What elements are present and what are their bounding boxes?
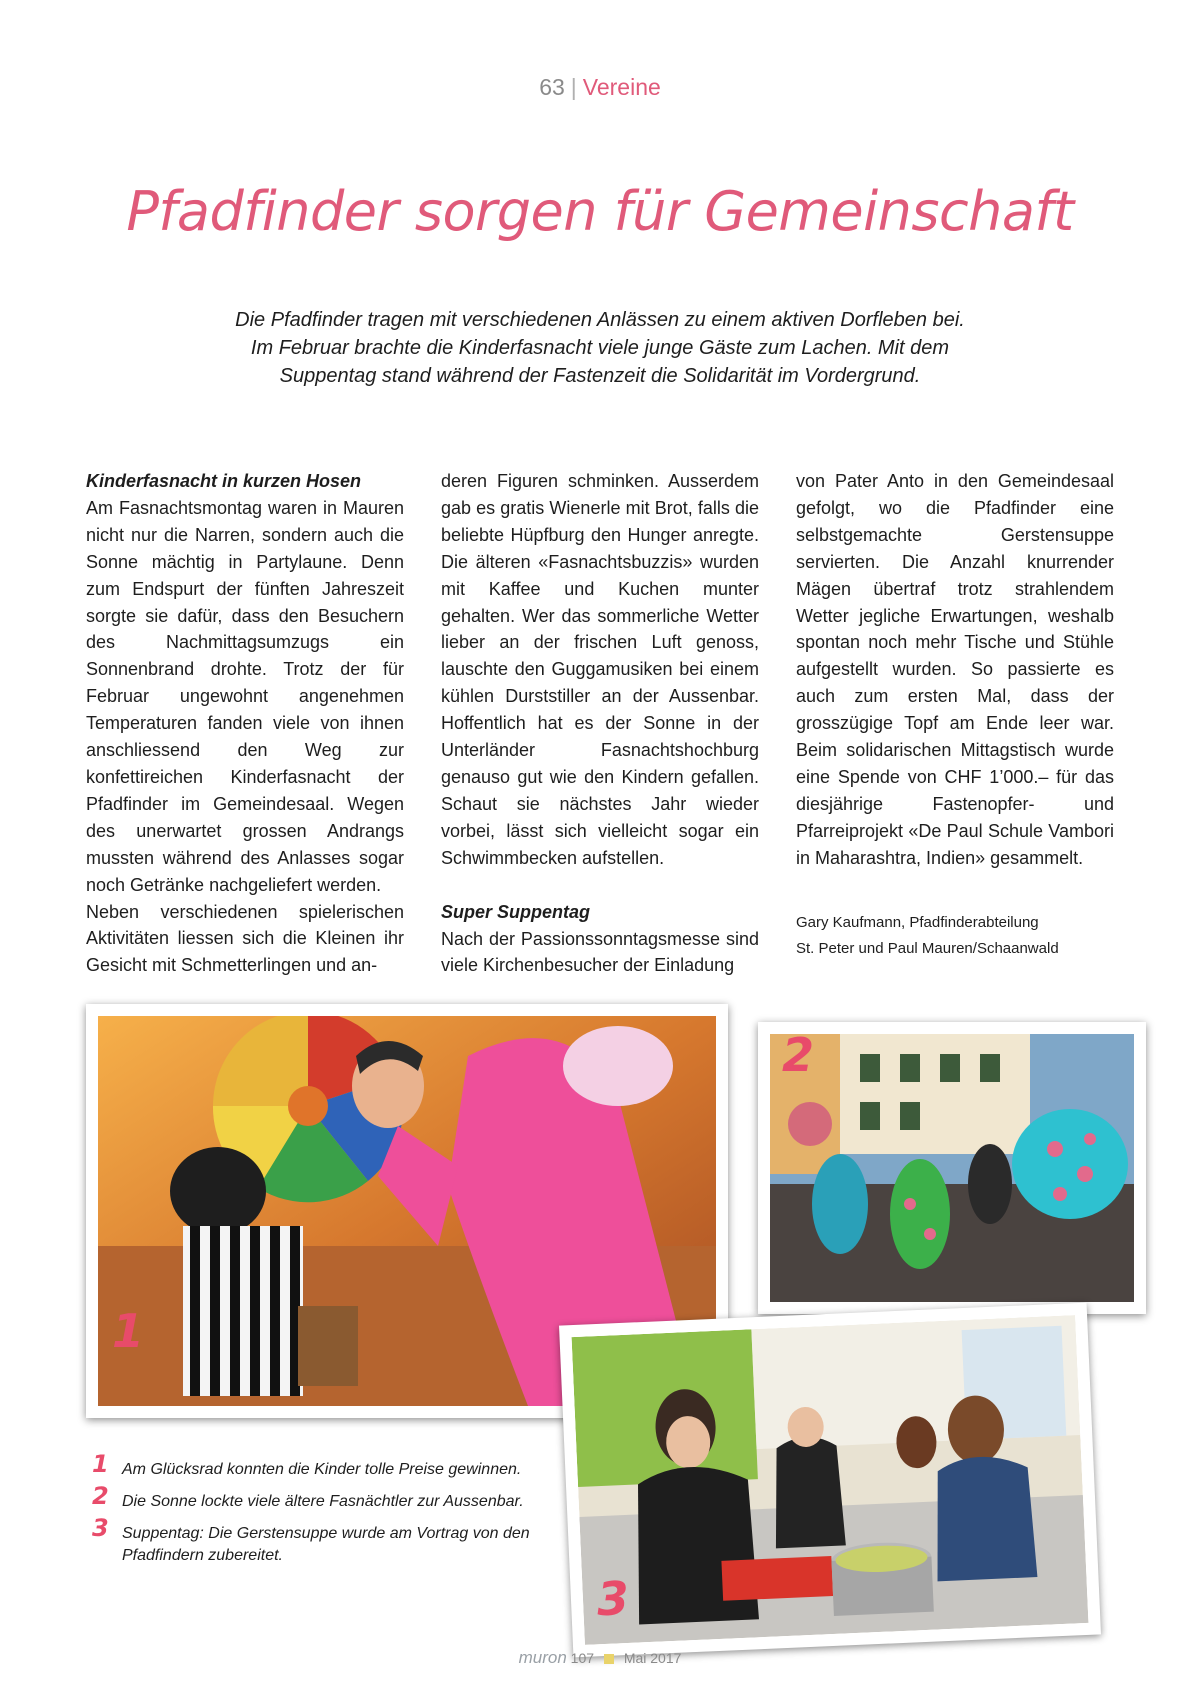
- author-line-1: Gary Kaufmann, Pfadfinderabteilung: [796, 913, 1039, 931]
- caption-1-number: 1: [92, 1450, 109, 1478]
- photo-3-number: 3: [595, 1570, 631, 1627]
- photo-3-image: [572, 1315, 1089, 1645]
- photo-1-number: 1: [112, 1304, 145, 1358]
- caption-2-number: 2: [92, 1482, 109, 1510]
- paragraph-2-end: deren Figuren schminken. Ausserdem gab es gratis Wienerle mit Brot, falls die beliebte Hüpfburg den Hunger anregte. Die älteren «Fasnachtsbuzzis» wurden mit Kaffee und Kuchen munter gehalten. Wer das sommerliche Wetter lieber an der frischen Luft genoss, lauschte den Guggamusiken bei einem kühlen Durststiller an der Aussenbar. Hoffentlich hat es der Sonne in der Unterländer Fasnachtshochburg genauso gut wie den Kindern gefallen. Schaut sie nächstes Jahr wieder vorbei, lässt sich vielleicht sogar ein Schwimmbecken aufstellen.: [441, 471, 759, 868]
- caption-2: [92, 1482, 552, 1513]
- paragraph-3-start: Nach der Passionssonntagsmesse sind viele Kirchenbesucher der Einladung: [441, 928, 759, 976]
- paragraph-2-start: Neben verschiedenen spielerischen Aktivitäten liessen sich die Kleinen ihr Gesicht mit Schmetterlingen und an-: [86, 901, 404, 976]
- text-column-3: [796, 468, 1114, 962]
- article-lead: [150, 306, 1050, 390]
- caption-1: [92, 1450, 552, 1481]
- footer-brand: muron: [518, 1648, 567, 1667]
- paragraph-3-end: von Pater Anto in den Gemeindesaal gefolgt, wo die Pfadfinder eine selbstgemachte Gerstensuppe servierten. Die Anzahl knurrender Mägen übertraf trotz strahlendem Wetter jegliche Erwartungen, weshalb spontan noch mehr Tische und Stühle aufgestellt wurden. So passierte es auch zum ersten Mal, dass der grosszügige Topf am Ende leer war. Beim solidarischen Mittagstisch wurde eine Spende von CHF 1’000.– für das diesjährige Fastenopfer- und Pfarreiprojekt «De Paul Schule Vambori in Maharashtra, Indien» gesammelt.: [796, 471, 1114, 868]
- text-column-1: [86, 468, 404, 979]
- caption-2-text: Die Sonne lockte viele ältere Fasnächtler zur Aussenbar.: [122, 1493, 524, 1510]
- photo-2-image: [770, 1034, 1134, 1302]
- footer-square-icon: [604, 1654, 614, 1664]
- section-name: Vereine: [582, 74, 661, 100]
- footer-issue: 107: [570, 1650, 595, 1666]
- lead-line-1: Die Pfadfinder tragen mit verschiedenen Anlässen zu einem aktiven Dorfleben bei.: [235, 309, 965, 331]
- page-footer: [0, 1648, 1200, 1668]
- caption-3-number: 3: [92, 1514, 109, 1542]
- author-credit: [796, 910, 1114, 962]
- caption-1-text: Am Glücksrad konnten die Kinder tolle Preise gewinnen.: [122, 1461, 522, 1478]
- section-heading-kinderfasnacht: Kinderfasnacht in kurzen Hosen: [86, 471, 362, 491]
- lead-line-3: Suppentag stand während der Fastenzeit die Solidarität im Vordergrund.: [279, 365, 921, 387]
- section-heading-suppentag: Super Suppentag: [441, 901, 591, 922]
- lead-line-2: Im Februar brachte die Kinderfasnacht viele junge Gäste zum Lachen. Mit dem: [250, 337, 950, 359]
- page-header: [0, 74, 1200, 101]
- author-line-2: St. Peter und Paul Mauren/Schaanwald: [796, 939, 1059, 957]
- text-column-2: [441, 468, 759, 979]
- footer-date: Mai 2017: [623, 1650, 682, 1666]
- caption-3: [92, 1514, 552, 1567]
- paragraph-1: Am Fasnachtsmontag waren in Mauren nicht nur die Narren, sondern auch die Sonne mächtig in Partylaune. Denn zum Endspurt der fünften Jahreszeit sorgte sie dafür, dass den Besuchern des Nachmittagsumzugs ein Sonnenbrand drohte. Trotz der für Februar ungewohnt angenehmen Temperaturen fanden viele von ihnen anschliessend den Weg zur konfettireichen Kinderfasnacht der Pfadfinder im Gemeindesaal. Wegen des unerwartet grossen Andrangs mussten während des Anlasses sogar noch Getränke nachgeliefert werden.: [86, 497, 404, 895]
- photo-2-outdoor-bar: [758, 1022, 1146, 1314]
- article-title: Pfadfinder sorgen für Gemeinschaft: [126, 180, 1074, 243]
- page-number: 63: [539, 74, 565, 100]
- photo-3-soup-day: [559, 1303, 1101, 1658]
- photo-captions: [92, 1450, 552, 1577]
- caption-3-text: Suppentag: Die Gerstensuppe wurde am Vortrag von den Pfadfindern zubereitet.: [122, 1525, 530, 1564]
- photo-2-number: 2: [782, 1028, 815, 1082]
- header-separator: |: [570, 74, 577, 100]
